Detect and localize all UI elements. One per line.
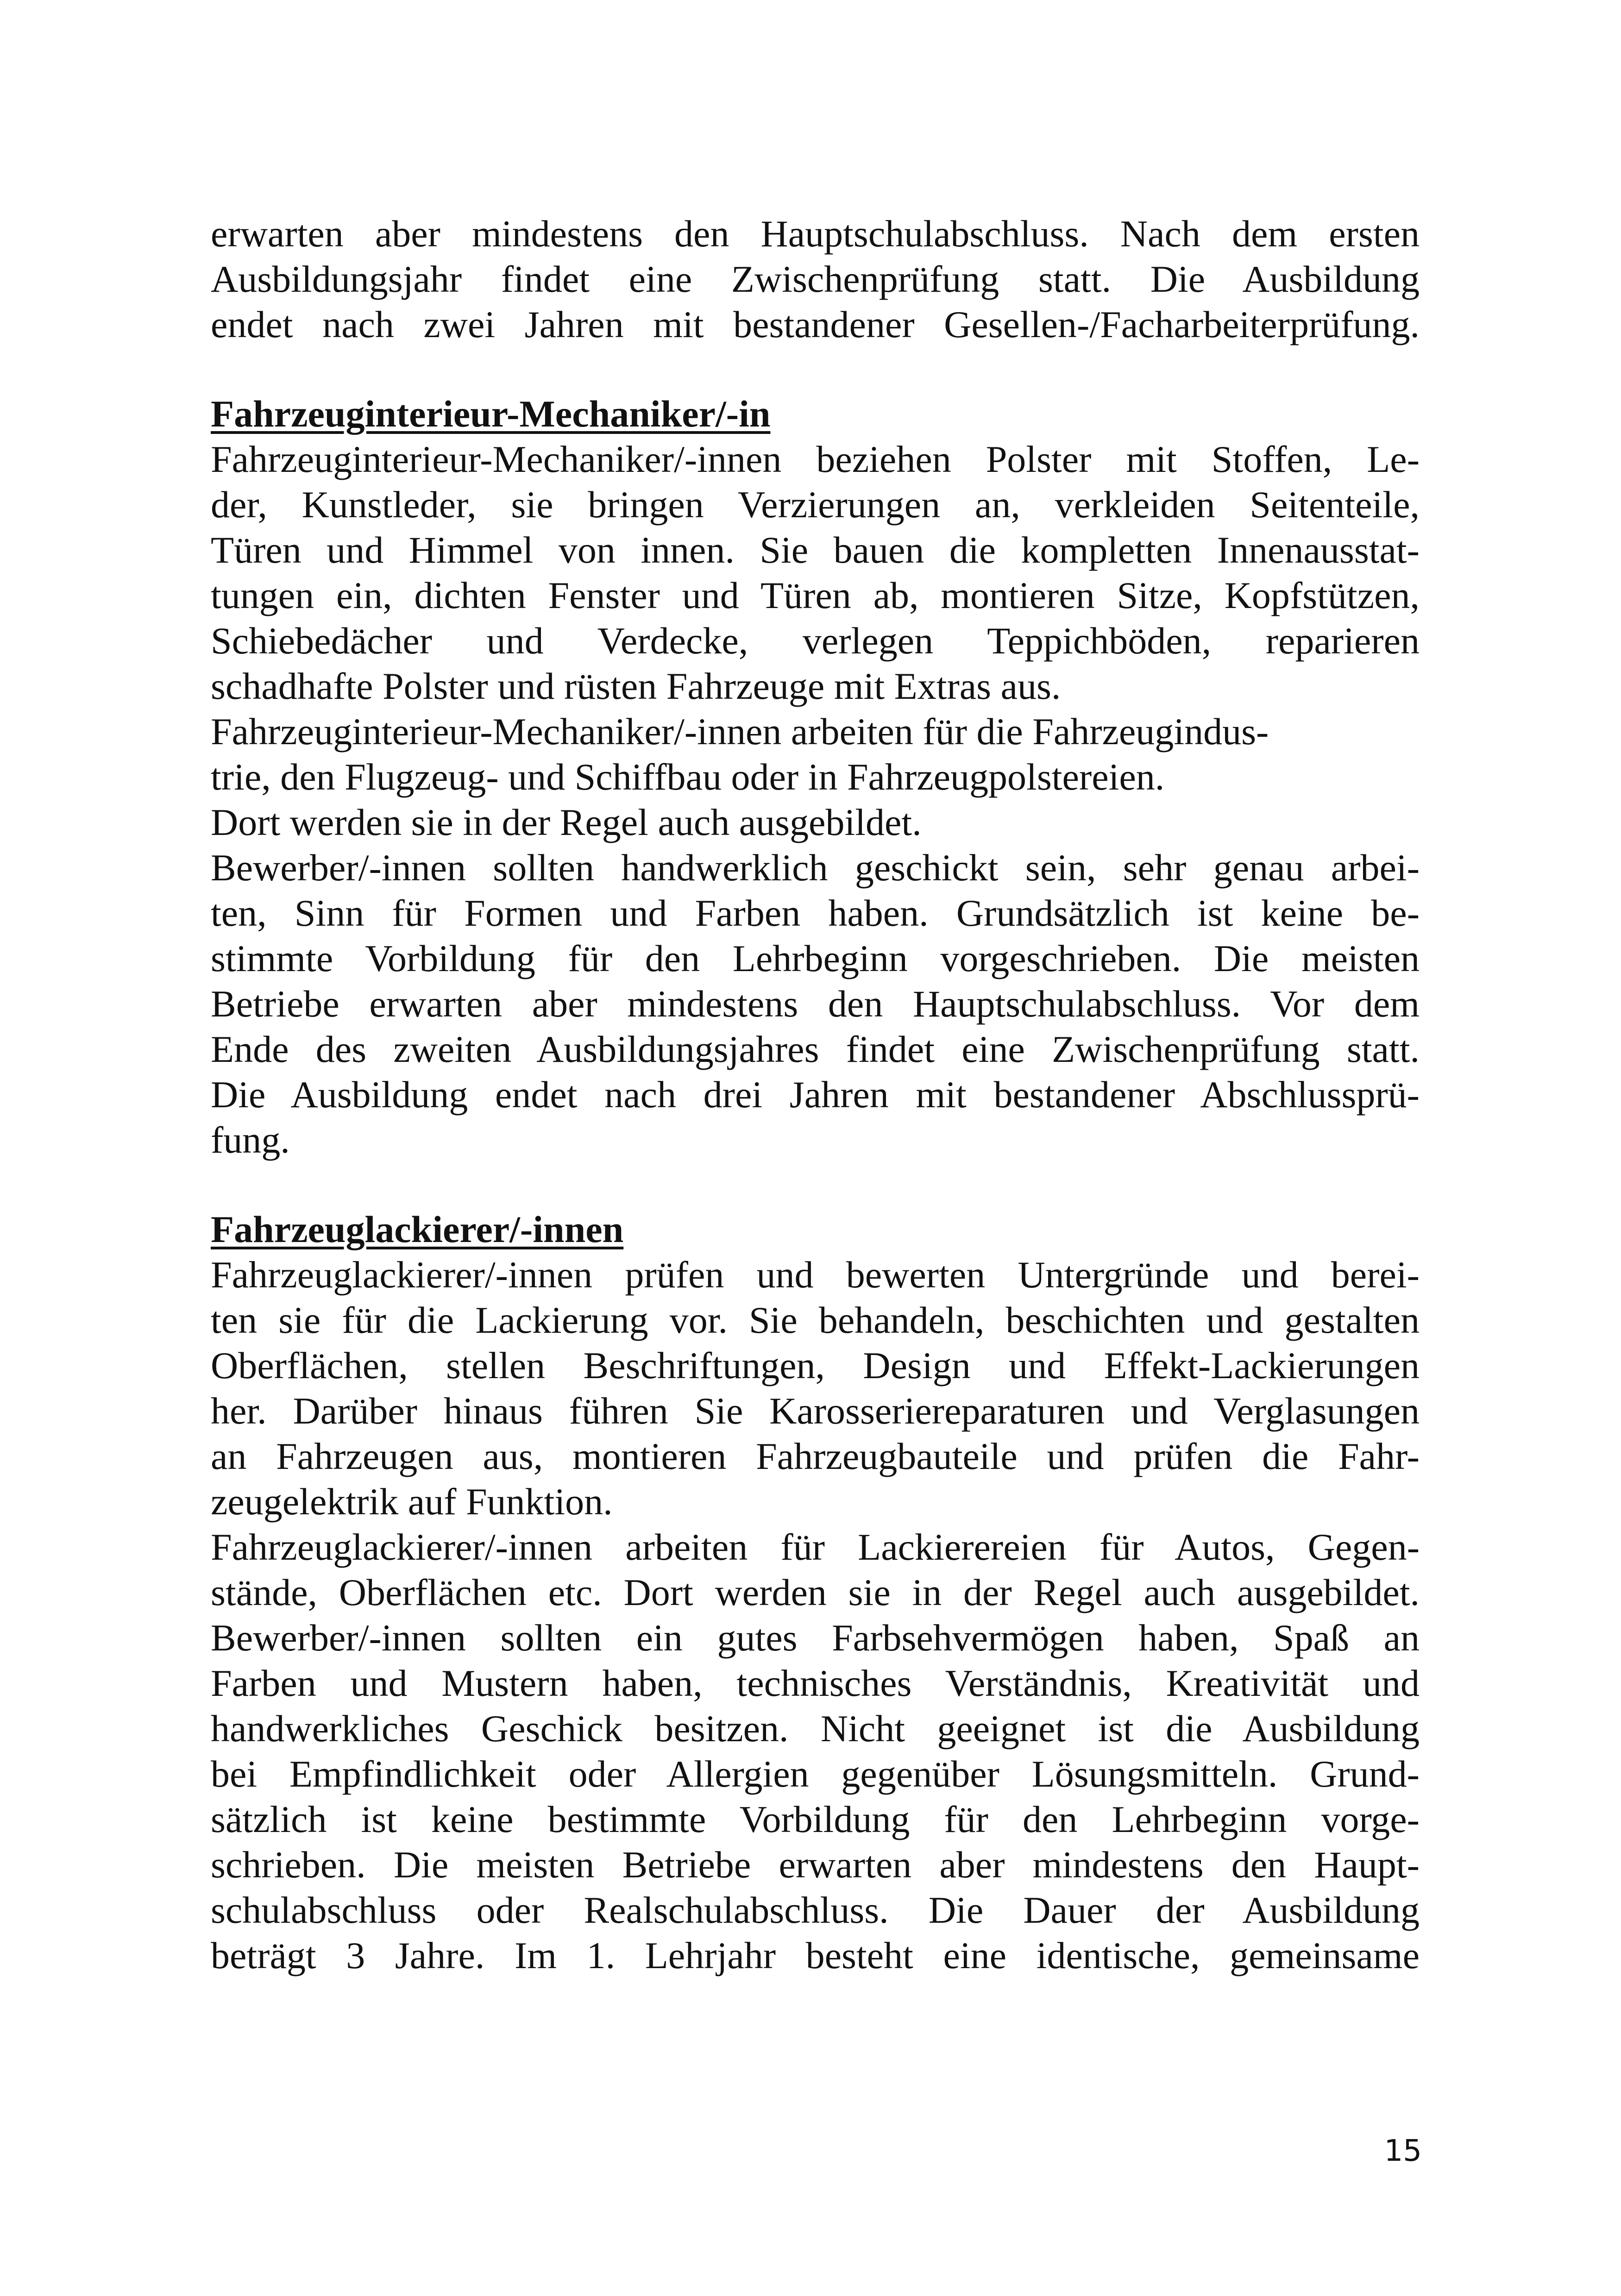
- text-line: schadhafte Polster und rüsten Fahrzeuge mit Extras aus.: [211, 665, 1061, 707]
- text-line: her. Darüber hinaus führen Sie Karosseriereparaturen und Verglasungen: [211, 1390, 1420, 1432]
- text-line: schrieben. Die meisten Betriebe erwarten aber mindestens den Haupt-: [211, 1844, 1420, 1886]
- text-line: Ende des zweiten Ausbildungsjahres findet eine Zwischenprüfung statt.: [211, 1028, 1420, 1070]
- text-line: beträgt 3 Jahre. Im 1. Lehrjahr besteht eine identische, gemeinsame: [211, 1934, 1420, 1976]
- text-line: schulabschluss oder Realschulabschluss. Die Dauer der Ausbildung: [211, 1889, 1420, 1931]
- text-line: stände, Oberflächen etc. Dort werden sie in der Regel auch ausgebildet.: [211, 1571, 1420, 1613]
- text-line: ten, Sinn für Formen und Farben haben. Grundsätzlich ist keine be-: [211, 892, 1420, 934]
- text-line: bei Empfindlichkeit oder Allergien gegenüber Lösungsmitteln. Grund-: [211, 1753, 1420, 1795]
- text-line: Fahrzeuginterieur-Mechaniker/-innen arbeiten für die Fahrzeugindus-: [211, 710, 1269, 753]
- text-line: Dort werden sie in der Regel auch ausgebildet.: [211, 801, 922, 843]
- text-line: endet nach zwei Jahren mit bestandener Gesellen-/Facharbeiterprüfung.: [211, 303, 1420, 345]
- text-line: Oberflächen, stellen Beschriftungen, Design und Effekt-Lackierungen: [211, 1344, 1420, 1386]
- text-line: der, Kunstleder, sie bringen Verzierungen an, verkleiden Seitenteile,: [211, 483, 1420, 526]
- text-line: Schiebedächer und Verdecke, verlegen Teppichböden, reparieren: [211, 620, 1420, 662]
- text-line: an Fahrzeugen aus, montieren Fahrzeugbauteile und prüfen die Fahr-: [211, 1435, 1420, 1477]
- text-line: trie, den Flugzeug- und Schiffbau oder in Fahrzeugpolstereien.: [211, 756, 1165, 798]
- text-line: Fahrzeuginterieur-Mechaniker/-innen beziehen Polster mit Stoffen, Le-: [211, 438, 1420, 480]
- text-line: Fahrzeuglackierer/-innen arbeiten für Lackierereien für Autos, Gegen-: [211, 1526, 1420, 1568]
- text-line: Türen und Himmel von innen. Sie bauen die kompletten Innenausstat-: [211, 529, 1420, 571]
- text-line: zeugelektrik auf Funktion.: [211, 1480, 613, 1523]
- text-line: ten sie für die Lackierung vor. Sie behandeln, beschichten und gestalten: [211, 1299, 1420, 1341]
- text-line: erwarten aber mindestens den Hauptschulabschluss. Nach dem ersten: [211, 213, 1420, 255]
- text-line: stimmte Vorbildung für den Lehrbeginn vorgeschrieben. Die meisten: [211, 937, 1420, 979]
- page-number: 15: [1384, 2134, 1422, 2168]
- text-line: tungen ein, dichten Fenster und Türen ab, montieren Sitze, Kopfstützen,: [211, 574, 1420, 616]
- text-line: sätzlich ist keine bestimmte Vorbildung für den Lehrbeginn vorge-: [211, 1798, 1420, 1840]
- text-line: handwerkliches Geschick besitzen. Nicht geeignet ist die Ausbildung: [211, 1707, 1420, 1750]
- text-line: Fahrzeuglackierer/-innen prüfen und bewerten Untergründe und berei-: [211, 1254, 1420, 1296]
- text-line: Ausbildungsjahr findet eine Zwischenprüfung statt. Die Ausbildung: [211, 258, 1420, 300]
- text-line: Bewerber/-innen sollten handwerklich geschickt sein, sehr genau arbei-: [211, 847, 1420, 889]
- text-line: Betriebe erwarten aber mindestens den Hauptschulabschluss. Vor dem: [211, 983, 1420, 1025]
- text-line: Farben und Mustern haben, technisches Verständnis, Kreativität und: [211, 1662, 1420, 1704]
- text-line: Bewerber/-innen sollten ein gutes Farbsehvermögen haben, Spaß an: [211, 1617, 1420, 1659]
- text-line: Die Ausbildung endet nach drei Jahren mit bestandener Abschlussprü-: [211, 1073, 1420, 1116]
- section-heading-fahrzeuglackierer: Fahrzeuglackierer/-innen: [211, 1208, 624, 1250]
- text-line: fung.: [211, 1119, 290, 1161]
- section-heading-fahrzeuginterieur-mechaniker: Fahrzeuginterieur-Mechaniker/-in: [211, 393, 771, 435]
